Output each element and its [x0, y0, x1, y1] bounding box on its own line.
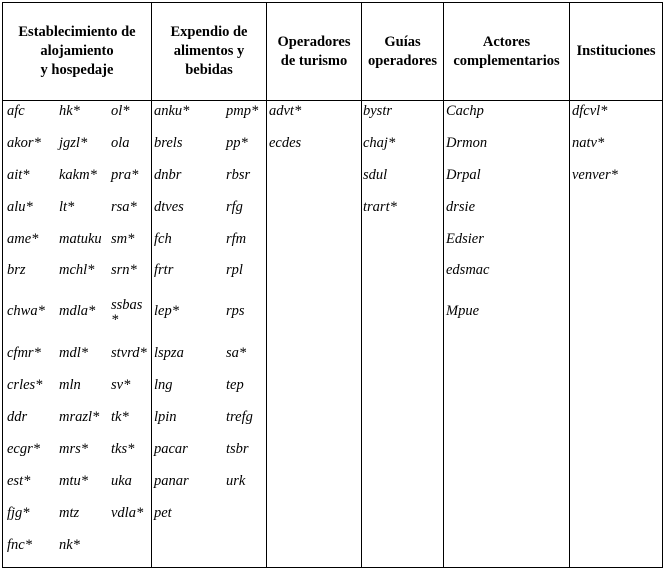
table-cell: tk* [111, 409, 129, 425]
table-cell: stvrd* [111, 345, 147, 361]
table-cell: mln [59, 377, 81, 393]
table-cell: drsie [446, 199, 475, 215]
table-cell: fnc* [7, 537, 32, 553]
table-cell: natv* [572, 135, 605, 151]
table-cell: fjg* [7, 505, 30, 521]
header-actores: Actores complementarios [453, 33, 560, 69]
table-cell: urk [226, 473, 246, 489]
table-cell: alu* [7, 199, 33, 215]
table-cell: rfm [226, 231, 247, 247]
header-alimentos: Expendio de alimentos y bebidas [170, 24, 248, 78]
table-cell: Cachp [446, 103, 484, 119]
table-cell: uka [111, 473, 132, 489]
table-cell: lt* [59, 199, 75, 215]
table-cell: pra* [111, 167, 139, 183]
table-cell: ssbas * [111, 297, 143, 328]
table-cell: brels [154, 135, 183, 151]
table-cell: panar [154, 473, 189, 489]
table-cell: advt* [269, 103, 302, 119]
table-cell: mtz [59, 505, 80, 521]
table-cell: Mpue [446, 303, 480, 319]
table-cell: pp* [226, 135, 248, 151]
table-cell: anku* [154, 103, 190, 119]
table-cell: mdl* [59, 345, 88, 361]
table-cell: chaj* [363, 135, 396, 151]
table-cell: pmp* [226, 103, 259, 119]
table-cell: fch [154, 231, 172, 247]
header-guias: Guías operadores [367, 33, 437, 69]
table-cell: jgzl* [59, 135, 88, 151]
table-cell: pacar [154, 441, 188, 457]
table-cell: brz [7, 262, 26, 278]
table-cell: frtr [154, 262, 174, 278]
table-cell: est* [7, 473, 31, 489]
table-cell: chwa* [7, 303, 45, 319]
table-cell: lspza [154, 345, 184, 361]
table-cell: ecgr* [7, 441, 41, 457]
table-cell: cfmr* [7, 345, 41, 361]
table-cell: sv* [111, 377, 131, 393]
table-cell: tks* [111, 441, 135, 457]
table-cell: nk* [59, 537, 80, 553]
table-cell: srn* [111, 262, 137, 278]
table-cell: mrazl* [59, 409, 100, 425]
header-operadores: Operadores de turismo [277, 33, 351, 69]
header-instituciones: Instituciones [576, 43, 656, 59]
table-cell: mdla* [59, 303, 96, 319]
header-alojamiento: Establecimiento de alojamiento y hospedaje [18, 24, 136, 78]
table-cell: tep [226, 377, 244, 393]
table-cell: rsa* [111, 199, 137, 215]
header-divider [3, 100, 662, 101]
table-cell: dnbr [154, 167, 182, 183]
table-cell: mrs* [59, 441, 89, 457]
table-cell: crles* [7, 377, 43, 393]
table-cell: trart* [363, 199, 397, 215]
table-cell: sdul [363, 167, 388, 183]
table-cell: trefg [226, 409, 253, 425]
table-cell: dfcvl* [572, 103, 608, 119]
table-cell: ddr [7, 409, 28, 425]
establishments-table [2, 2, 663, 568]
table-cell: akor* [7, 135, 41, 151]
table-cell: ol* [111, 103, 130, 119]
table-cell: edsmac [446, 262, 490, 278]
table-cell: pet [154, 505, 172, 521]
table-cell: rfg [226, 199, 243, 215]
table-cell: hk* [59, 103, 80, 119]
table-cell: ait* [7, 167, 30, 183]
table-cell: dtves [154, 199, 184, 215]
table-cell: lep* [154, 303, 179, 319]
table-cell: ame* [7, 231, 39, 247]
table-cell: mchl* [59, 262, 95, 278]
table-cell: Drmon [446, 135, 488, 151]
table-cell: rps [226, 303, 245, 319]
table-cell: sm* [111, 231, 135, 247]
table-cell: afc [7, 103, 25, 119]
table-cell: ecdes [269, 135, 302, 151]
table-cell: kakm* [59, 167, 97, 183]
table-cell: bystr [363, 103, 392, 119]
table-cell: rbsr [226, 167, 251, 183]
table-cell: Drpal [446, 167, 481, 183]
table-cell: sa* [226, 345, 247, 361]
table-cell: lpin [154, 409, 177, 425]
table-cell: matuku [59, 231, 102, 247]
table-cell: tsbr [226, 441, 249, 457]
table-cell: lng [154, 377, 173, 393]
table-cell: vdla* [111, 505, 144, 521]
table-cell: venver* [572, 167, 618, 183]
table-cell: mtu* [59, 473, 88, 489]
table-cell: rpl [226, 262, 243, 278]
table-cell: ola [111, 135, 130, 151]
table-cell: Edsier [446, 231, 484, 247]
